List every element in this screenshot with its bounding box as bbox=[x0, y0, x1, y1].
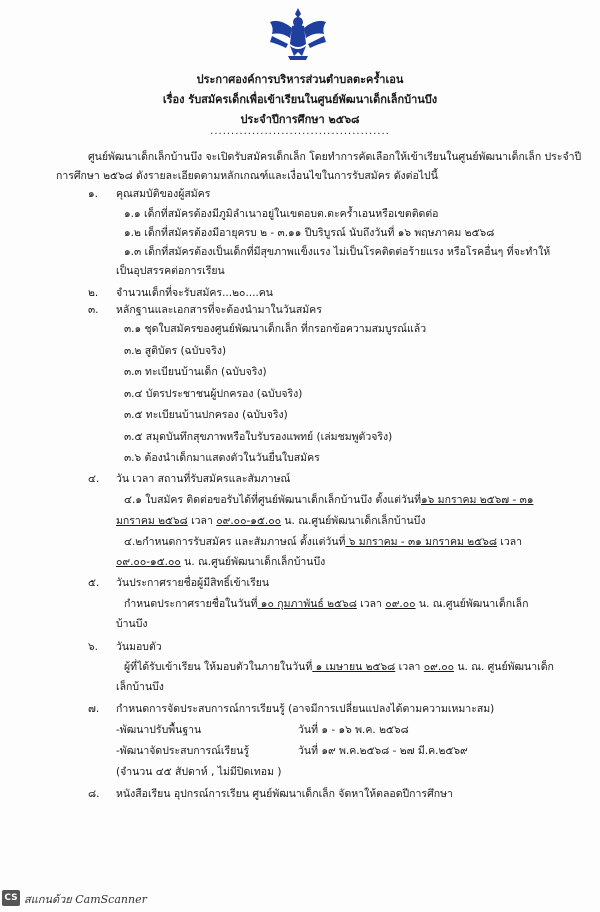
section-1-title: คุณสมบัติของผู้สมัคร bbox=[116, 188, 211, 200]
announcement-title: ประกาศองค์การบริหารส่วนตำบลตะคร้ำเอน bbox=[196, 73, 404, 86]
section-8-title: หนังสือเรียน อุปกรณ์การเรียน ศูนย์พัฒนาเด็กเล็ก จัดหาให้ตลอดปีการศึกษา bbox=[116, 788, 453, 800]
section-1-item-1: ๑.๑ เด็กที่สมัครต้องมีภูมิลำเนาอยู่ในเขตอบต.ตะคร้ำเอนหรือเขตติดต่อ bbox=[124, 208, 439, 220]
section-7-number: ๗. bbox=[88, 703, 100, 715]
section-1-item-2: ๑.๒ เด็กที่สมัครต้องมีอายุครบ ๒ - ๓.๑๑ ปีบริบูรณ์ นับถึงวันที่ ๑๖ พฤษภาคม ๒๕๖๘ bbox=[124, 227, 495, 239]
schedule-row-1-date: วันที่ ๑ - ๑๖ พ.ค. ๒๕๖๘ bbox=[298, 724, 409, 736]
title-divider: ........................................... bbox=[210, 126, 390, 137]
announcement-subject: เรื่อง รับสมัครเด็กเพื่อเข้าเรียนในศูนย์พัฒนาเด็กเล็กบ้านบึง bbox=[162, 93, 438, 106]
section-3-item: ๓.๖ ต้องนำเด็กมาแสดงตัวในวันยื่นใบสมัคร bbox=[124, 452, 320, 464]
section-2-number: ๒. bbox=[88, 287, 99, 299]
section-3-number: ๓. bbox=[88, 304, 99, 316]
enrol-count-unit: ....คน bbox=[245, 287, 273, 299]
academic-year: ประจำปีการศึกษา ๒๕๖๘ bbox=[240, 113, 360, 126]
item-4-1-time: ๐๙.๐๐-๑๕.๐๐ bbox=[216, 515, 282, 527]
section-4-number: ๔. bbox=[88, 473, 100, 485]
item-5-time-label: เวลา bbox=[356, 598, 386, 610]
item-4-2-place: น. ณ.ศูนย์พัฒนาเด็กเล็กบ้านบึง bbox=[180, 556, 326, 568]
enrol-count-label: จำนวนเด็กที่จะรับสมัคร... bbox=[116, 287, 233, 299]
schedule-row-2-label: -พัฒนาจัดประสบการณ์เรียนรู้ bbox=[116, 745, 250, 757]
item-5-date: ๑๐ กุมภาพันธ์ ๒๕๖๘ bbox=[257, 598, 357, 610]
section-6-line-1 bbox=[124, 660, 554, 674]
item-4-2-time: ๐๙.๐๐-๑๕.๐๐ bbox=[116, 556, 181, 568]
item-6-text: ผู้ที่ได้รับเข้าเรียน ให้มอบตัวในภายในวันที่ bbox=[124, 661, 313, 673]
section-6-line-2: เล็กบ้านบึง bbox=[116, 681, 164, 693]
intro-line-1: ศูนย์พัฒนาเด็กเล็กบ้านบึง จะเปิดรับสมัครเด็กเล็ก โดยทำการคัดเลือกให้เข้าเรียนในศูนย์พัฒนาเด็กเล็ก ประจำปี bbox=[88, 151, 582, 163]
item-4-1-place: น. ณ.ศูนย์พัฒนาเด็กเล็กบ้านบึง bbox=[281, 515, 426, 527]
camscanner-logo-icon: CS bbox=[2, 890, 20, 906]
item-5-text: กำหนดประกาศรายชื่อในวันที่ bbox=[124, 598, 258, 610]
section-1-item-3-cont: เป็นอุปสรรคต่อการเรียน bbox=[116, 265, 225, 277]
item-4-2-time-label: เวลา bbox=[496, 536, 523, 548]
section-4-item-2-cont bbox=[116, 555, 325, 569]
item-4-2-text: ๔.๒กำหนดการรับสมัคร และสัมภาษณ์ ตั้งแต่วันที่ bbox=[124, 536, 346, 548]
scanner-watermark bbox=[0, 888, 600, 912]
section-3-item: ๓.๒ สูติบัตร (ฉบับจริง) bbox=[124, 345, 227, 357]
item-6-time: ๐๙.๐๐ bbox=[423, 661, 455, 673]
section-3-item: ๓.๑ ชุดใบสมัครของศูนย์พัฒนาเด็กเล็ก ที่กรอกข้อความสมบูรณ์แล้ว bbox=[124, 323, 427, 335]
section-3-item: ๓.๕ สมุดบันทึกสุขภาพหรือใบรับรองแพทย์ (เล่มชมพูตัวจริง) bbox=[124, 431, 393, 443]
item-6-date: ๑ เมษายน ๒๕๖๘ bbox=[312, 661, 396, 673]
section-5-title: วันประกาศรายชื่อผู้มีสิทธิ์เข้าเรียน bbox=[116, 577, 270, 589]
section-1-item-3: ๑.๓ เด็กที่สมัครต้องเป็นเด็กที่มีสุขภาพแข็งแรง ไม่เป็นโรคติดต่อร้ายแรง หรือโรคอื่นๆ ที่จะทำให้ bbox=[124, 246, 551, 258]
section-8-number: ๘. bbox=[88, 788, 100, 800]
section-2-line bbox=[116, 286, 273, 300]
section-6-title: วันมอบตัว bbox=[116, 641, 162, 653]
item-6-place: น. ณ. ศูนย์พัฒนาเด็ก bbox=[454, 661, 554, 673]
section-4-title: วัน เวลา สถานที่รับสมัครและสัมภาษณ์ bbox=[116, 473, 291, 485]
item-4-2-date: ๖ มกราคม - ๓๑ มกราคม ๒๕๖๘ bbox=[345, 536, 497, 548]
garuda-emblem-icon bbox=[264, 4, 332, 64]
section-3-item: ๓.๓ ทะเบียนบ้านเด็ก (ฉบับจริง) bbox=[124, 366, 267, 378]
item-4-1-date-end: มกราคม ๒๕๖๘ bbox=[116, 515, 188, 527]
section-1-number: ๑. bbox=[88, 188, 99, 200]
schedule-row-2-date: วันที่ ๑๙ พ.ค.๒๕๖๘ - ๒๗ มี.ค.๒๕๖๙ bbox=[298, 745, 468, 757]
item-5-place: น. ณ.ศูนย์พัฒนาเด็กเล็ก bbox=[415, 598, 529, 610]
section-3-item: ๓.๕ ทะเบียนบ้านปกครอง (ฉบับจริง) bbox=[124, 409, 288, 421]
item-4-1-date: ๑๖ มกราคม ๒๕๖๗ - ๓๑ bbox=[421, 494, 534, 506]
section-5-number: ๕. bbox=[88, 577, 100, 589]
section-7-title: กำหนดการจัดประสบการณ์การเรียนรู้ (อาจมีการเปลี่ยนแปลงได้ตามความเหมาะสม) bbox=[116, 703, 495, 715]
item-4-1-time-label: เวลา bbox=[187, 515, 217, 527]
schedule-row-1-label: -พัฒนาปรับพื้นฐาน bbox=[116, 724, 202, 736]
section-4-item-2 bbox=[124, 535, 522, 549]
enrol-count-value: ๒๐ bbox=[232, 287, 246, 299]
intro-line-2: การศึกษา ๒๕๖๘ ดังรายละเอียดตามหลักเกณฑ์และเงื่อนไขในการรับสมัคร ดังต่อไปนี้ bbox=[56, 170, 438, 182]
section-5-line-1 bbox=[124, 597, 528, 611]
section-4-item-1-cont bbox=[116, 514, 425, 528]
section-3-item: ๓.๔ บัตรประชาชนผู้ปกครอง (ฉบับจริง) bbox=[124, 388, 303, 400]
section-3-title: หลักฐานและเอกสารที่จะต้องนำมาในวันสมัคร bbox=[116, 304, 322, 316]
item-6-time-label: เวลา bbox=[395, 661, 424, 673]
item-5-time: ๐๙.๐๐ bbox=[385, 598, 416, 610]
schedule-weeks-note: (จำนวน ๔๕ สัปดาห์ , ไม่มีปิดเทอม ) bbox=[116, 766, 282, 778]
section-5-line-2: บ้านบึง bbox=[116, 618, 148, 630]
section-6-number: ๖. bbox=[88, 641, 99, 653]
camscanner-text: สแกนด้วย CamScanner bbox=[24, 893, 147, 906]
section-4-item-1 bbox=[124, 493, 534, 507]
item-4-1-text: ๔.๑ ใบสมัคร ติดต่อขอรับได้ที่ศูนย์พัฒนาเด็กเล็กบ้านบึง ตั้งแต่วันที่ bbox=[124, 494, 421, 506]
